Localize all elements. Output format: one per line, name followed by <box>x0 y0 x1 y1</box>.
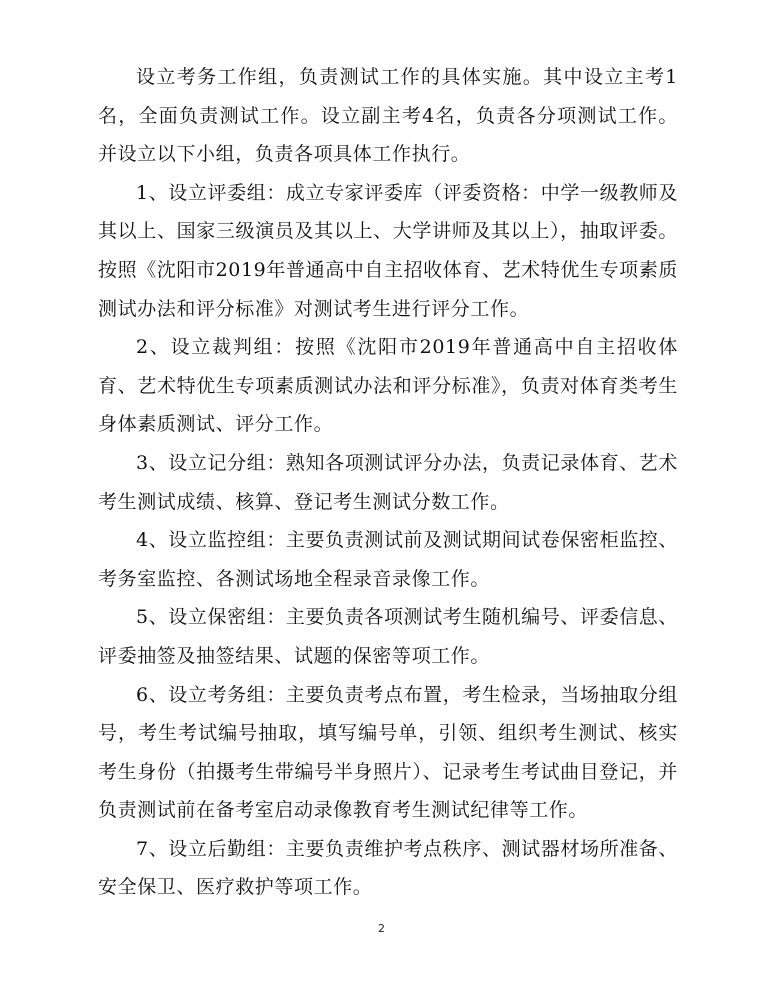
page-number: 2 <box>378 922 385 935</box>
paragraph-monitoring-group: 4、设立监控组：主要负责测试前及测试期间试卷保密柜监控、考务室监控、各测试场地全程录音录像工作。 <box>98 529 678 590</box>
paragraph-referee-group: 2、设立裁判组：按照《沈阳市2019年普通高中自主招收体育、艺术特优生专项素质测试办法和评分标准》，负责对体育类考生身体素质测试、评分工作。 <box>98 336 678 436</box>
paragraph-scoring-group: 3、设立记分组：熟知各项测试评分办法，负责记录体育、艺术考生测试成绩、核算、登记考生测试分数工作。 <box>98 451 678 513</box>
body-text <box>98 58 678 907</box>
paragraph-judges-group: 1、设立评委组：成立专家评委库（评委资格：中学一级教师及其以上、国家三级演员及其以上、大学讲师及其以上），抽取评委。按照《沈阳市2019年普通高中自主招收体育、艺术特优生专项素质测试办法和评分标准》对测试考生进行评分工作。 <box>98 181 678 320</box>
paragraph-logistics-group: 7、设立后勤组：主要负责维护考点秩序、测试器材场所准备、安全保卫、医疗救护等项工作。 <box>98 837 678 899</box>
paragraph-confidentiality-group: 5、设立保密组：主要负责各项测试考生随机编号、评委信息、评委抽签及抽签结果、试题的保密等项工作。 <box>98 606 678 667</box>
paragraph-exam-affairs-group: 6、设立考务组：主要负责考点布置，考生检录，当场抽取分组号，考生考试编号抽取，填写编号单，引领、组织考生测试、核实考生身份（拍摄考生带编号半身照片）、记录考生考试曲目登记，并负责测试前在备考室启动录像教育考生测试纪律等工作。 <box>98 683 678 822</box>
paragraph-intro: 设立考务工作组，负责测试工作的具体实施。其中设立主考1名，全面负责测试工作。设立副主考4名，负责各分项测试工作。并设立以下小组，负责各项具体工作执行。 <box>98 66 678 166</box>
